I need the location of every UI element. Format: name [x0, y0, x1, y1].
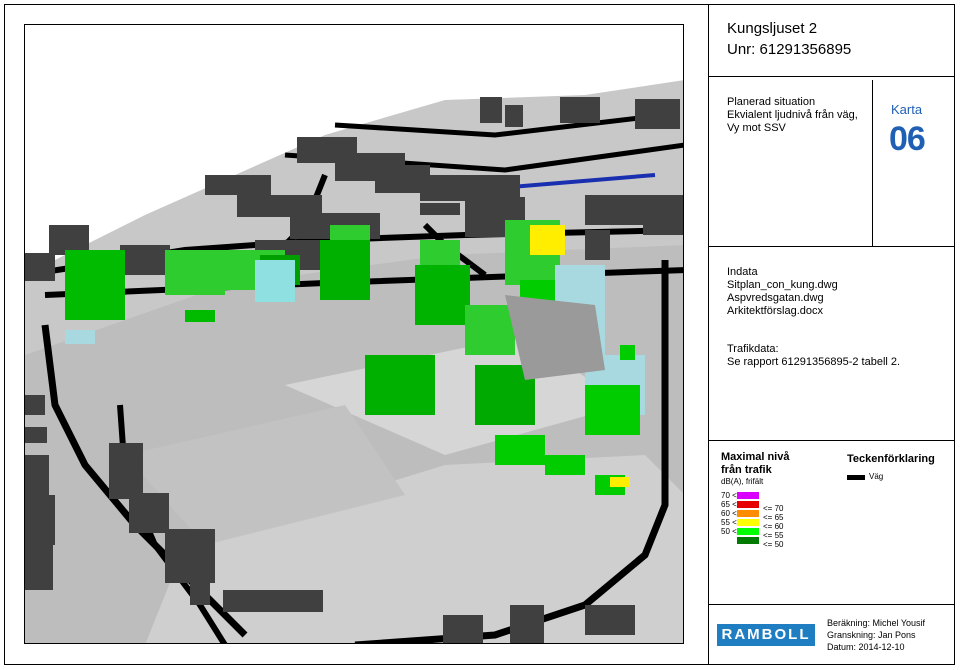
map-number: 06 [889, 120, 925, 158]
traffic-data [727, 343, 900, 369]
legend-level-upper: <= 50 [763, 540, 784, 549]
legend-level-swatch [737, 492, 759, 499]
legend-level-swatch [737, 501, 759, 508]
credit-date: Datum: 2014-12-10 [827, 642, 905, 652]
map-description [727, 96, 858, 135]
legend-level-upper: <= 60 [763, 522, 784, 531]
project-unr: Unr: 61291356895 [727, 41, 852, 58]
legend-level-lower: 55 < [721, 518, 737, 527]
road-symbol [847, 475, 865, 480]
map-number-box [872, 80, 957, 247]
map-scene [25, 25, 684, 644]
map-label: Karta [891, 102, 923, 117]
divider [709, 246, 955, 247]
project-name: Kungsljuset 2 [727, 20, 818, 37]
divider [709, 76, 955, 77]
legend-subtitle: dB(A), frifält [721, 477, 764, 486]
traffic-heading: Trafikdata: [727, 343, 779, 355]
credits [827, 617, 925, 653]
credit-calculation: Beräkning: Michel Yousif [827, 618, 926, 628]
input-file: Arkitektförslag.docx [727, 305, 823, 317]
input-file: Sitplan_con_kung.dwg [727, 279, 838, 291]
description-line: Vy mot SSV [727, 122, 786, 134]
ramboll-logo: RAMBOLL [717, 624, 815, 646]
legend-level-swatch [737, 528, 759, 535]
legend-level-swatch [737, 537, 759, 544]
legend-level-lower: 65 < [721, 500, 737, 509]
legend-level-lower: 60 < [721, 509, 737, 518]
legend-level-upper: <= 70 [763, 504, 784, 513]
input-data [727, 266, 838, 318]
input-data-heading: Indata [727, 266, 758, 278]
legend-level-upper: <= 55 [763, 531, 784, 540]
legend-title-line: Maximal nivå [721, 451, 790, 463]
traffic-text: Se rapport 61291356895-2 tabell 2. [727, 356, 901, 368]
divider [709, 604, 955, 605]
legend-level-lower: 50 < [721, 527, 737, 536]
legend-level-upper: <= 65 [763, 513, 784, 522]
legend-title-line: från trafik [721, 464, 772, 476]
description-line: Planerad situation [727, 96, 816, 108]
road-symbol-label: Väg [869, 472, 884, 481]
input-file: Aspvredsgatan.dwg [727, 292, 824, 304]
title-block [708, 4, 955, 665]
legend-level-swatch [737, 510, 759, 517]
legend-level-lower: 70 < [721, 491, 737, 500]
credit-review: Granskning: Jan Pons [827, 630, 916, 640]
legend-level-swatch [737, 519, 759, 526]
description-line: Ekvialent ljudnivå från väg, [727, 109, 858, 121]
symbol-legend-title: Teckenförklaring [847, 453, 935, 465]
divider [709, 440, 955, 441]
noise-map-view [24, 24, 684, 644]
legend-title [721, 451, 789, 477]
